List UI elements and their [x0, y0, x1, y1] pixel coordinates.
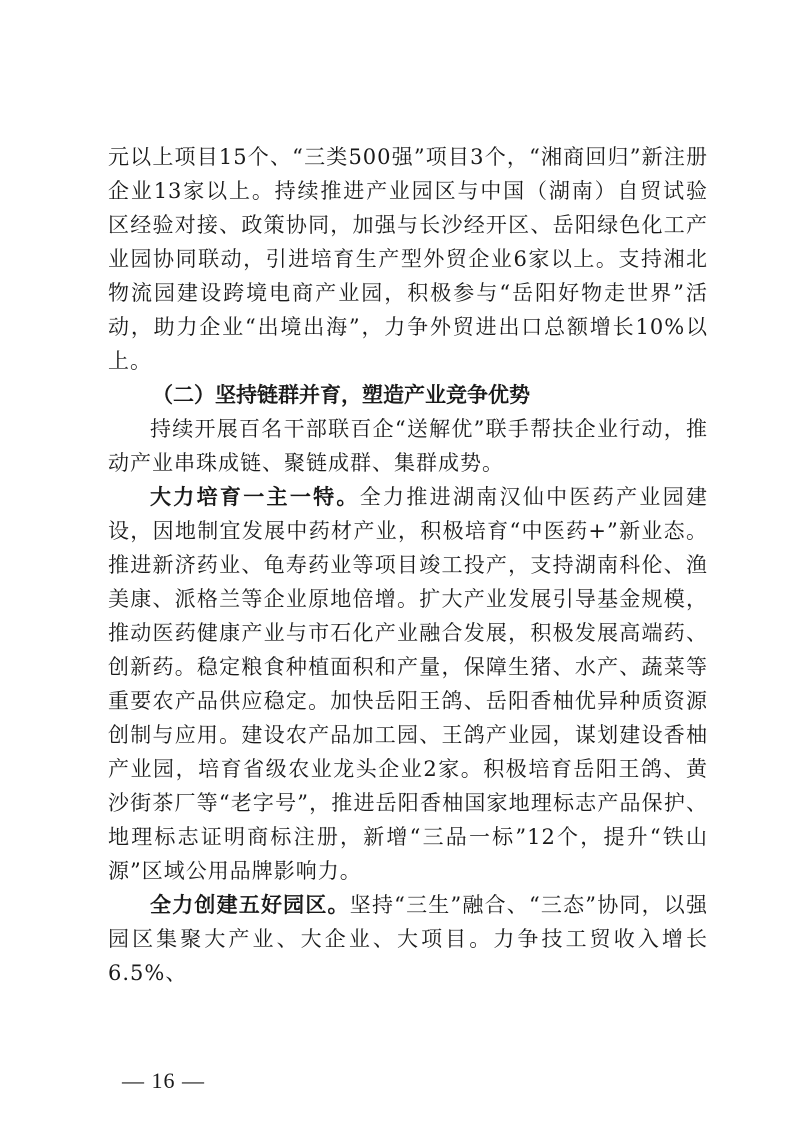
paragraph-continuation: 元以上项目15个、“三类500强”项目3个，“湘商回归”新注册企业13家以上。持续推进产业园区与中国（湖南）自贸试验区经验对接、政策协同，加强与长沙经开区、岳阳绿色化工产业园协同联动，引进培育生产型外贸企业6家以上。支持湘北物流园建设跨境电商产业园，积极参与“岳阳好物走世界”活动，助力企业“出境出海”，力争外贸进出口总额增长10%以上。: [108, 145, 708, 373]
page-number: — 16 —: [122, 1068, 205, 1093]
paragraph-body-text: 全力推进湖南汉仙中医药产业园建设，因地制宜发展中药材产业，积极培育“中医药+”新业态。推进新济药业、龟寿药业等项目竣工投产，支持湖南科伦、渔美康、派格兰等企业原地倍增。扩大产业发展引导基金规模，推动医药健康产业与市石化产业融合发展，积极发展高端药、创新药。稳定粮食种植面积和产量，保障生猪、水产、蔬菜等重要农产品供应稳定。加快岳阳王鸽、岳阳香柚优异种质资源创制与应用。建设农产品加工园、王鸽产业园，谋划建设香柚产业园，培育省级农业龙头企业2家。积极培育岳阳王鸽、黄沙街茶厂等“老字号”，推进岳阳香柚国家地理标志产品保护、地理标志证明商标注册，新增“三品一标”12个，提升“铁山源”区域公用品牌影响力。: [108, 485, 709, 883]
paragraph-one-main-one-special: [108, 480, 708, 888]
paragraph-body-text: 坚持“三生”融合、“三态”协同，以强园区集聚大产业、大企业、大项目。力争技工贸收入增长6.5%、: [108, 893, 708, 985]
paragraph-lead-title: 大力培育一主一特。: [150, 485, 360, 509]
paragraph-lead-title: 全力创建五好园区。: [150, 893, 350, 917]
section-heading: （二）坚持链群并育，塑造产业竞争优势: [152, 383, 530, 407]
paragraph-intro: 持续开展百名干部联百企“送解优”联手帮扶企业行动，推动产业串珠成链、聚链成群、集群成势。: [108, 417, 708, 475]
document-body: [108, 140, 708, 990]
paragraph-five-good-parks: [108, 888, 708, 990]
